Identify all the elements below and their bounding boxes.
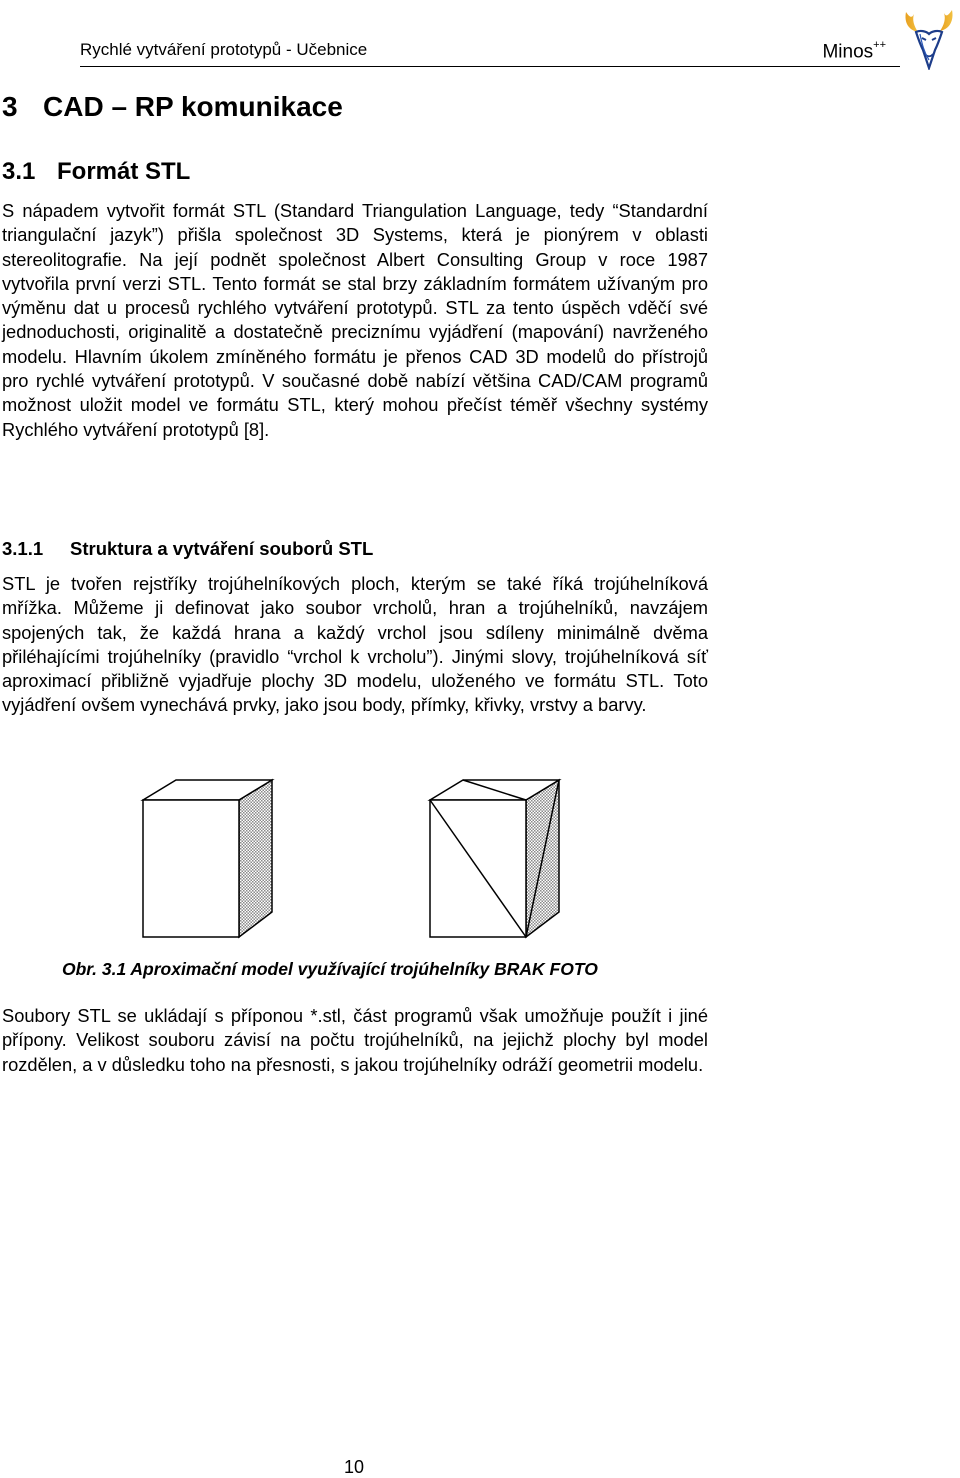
paragraph-stl-intro: S nápadem vytvořit formát STL (Standard Triangulation Language, tedy “Standardní triangulační jazyk”) přišla společnost 3D Systems, která je pionýrem v oblasti stereolitografie. Na její podnět společnost Albert Consulting Group v roce 1987 vytvořila první verzi STL. Tento formát se stal brzy základním formátem užívaným pro výměnu dat u procesů rychlého vytváření prototypů. STL za tento úspěch vděčí své jednoduchosti, originalitě a dostatečně preciznímu vyjádření (mapování) navrženého modelu. Hlavním úkolem zmíněného formátu je přenos CAD 3D modelů do přístrojů pro rychlé vytváření prototypů. V současné době nabízí většina CAD/CAM programů možnost uložit model ve formátu STL, který mohou přečíst téměř všechny systémy Rychlého vytváření prototypů [8].: [2, 200, 708, 440]
paragraph-stl-structure: STL je tvořen rejstříky trojúhelníkových ploch, kterým se také říká trojúhelníková mřížka. Můžeme ji definovat jako soubor vrcholů, hran a trojúhelníků, navzájem spojených tak, že každá hrana a každý vrchol jsou sdíleny minimálně dvěma přiléhajícími trojúhelníky (pravidlo “vrchol k vrcholu”). Jinými slovy, trojúhelníková síť aproximací přibližně vyjadřuje plochy 3D modelu, uloženého ve formátu STL. Toto vyjádření ovšem vynechává prvky, jako jsou body, přímky, křivky, vrstvy a barvy.: [2, 573, 708, 716]
header-brand: Minos++: [822, 39, 886, 63]
triangulated-cube-icon: [430, 780, 559, 937]
header-title: Rychlé vytváření prototypů - Učebnice: [80, 40, 368, 59]
page-number: 10: [344, 1457, 365, 1477]
figure-cubes: [0, 770, 960, 950]
chapter-heading: 3 CAD – RP komunikace: [2, 91, 343, 122]
figure-caption: Obr. 3.1 Aproximační model využívající trojúhelníky BRAK FOTO: [62, 959, 598, 979]
solid-cube-icon: [143, 780, 272, 937]
bull-head-logo-icon: [902, 4, 956, 70]
page-header: [80, 38, 900, 67]
section-heading: 3.1 Formát STL: [2, 158, 191, 185]
paragraph-stl-files: Soubory STL se ukládají s příponou *.stl, část programů však umožňuje použít i jiné přípony. Velikost souboru závisí na počtu trojúhelníků, na jejichž plochy byl model rozdělen, a v důsledku toho na přesnosti, s jakou trojúhelníky odráží geometrii modelu.: [2, 1005, 708, 1075]
subsection-heading: 3.1.1 Struktura a vytváření souborů STL: [2, 538, 374, 559]
